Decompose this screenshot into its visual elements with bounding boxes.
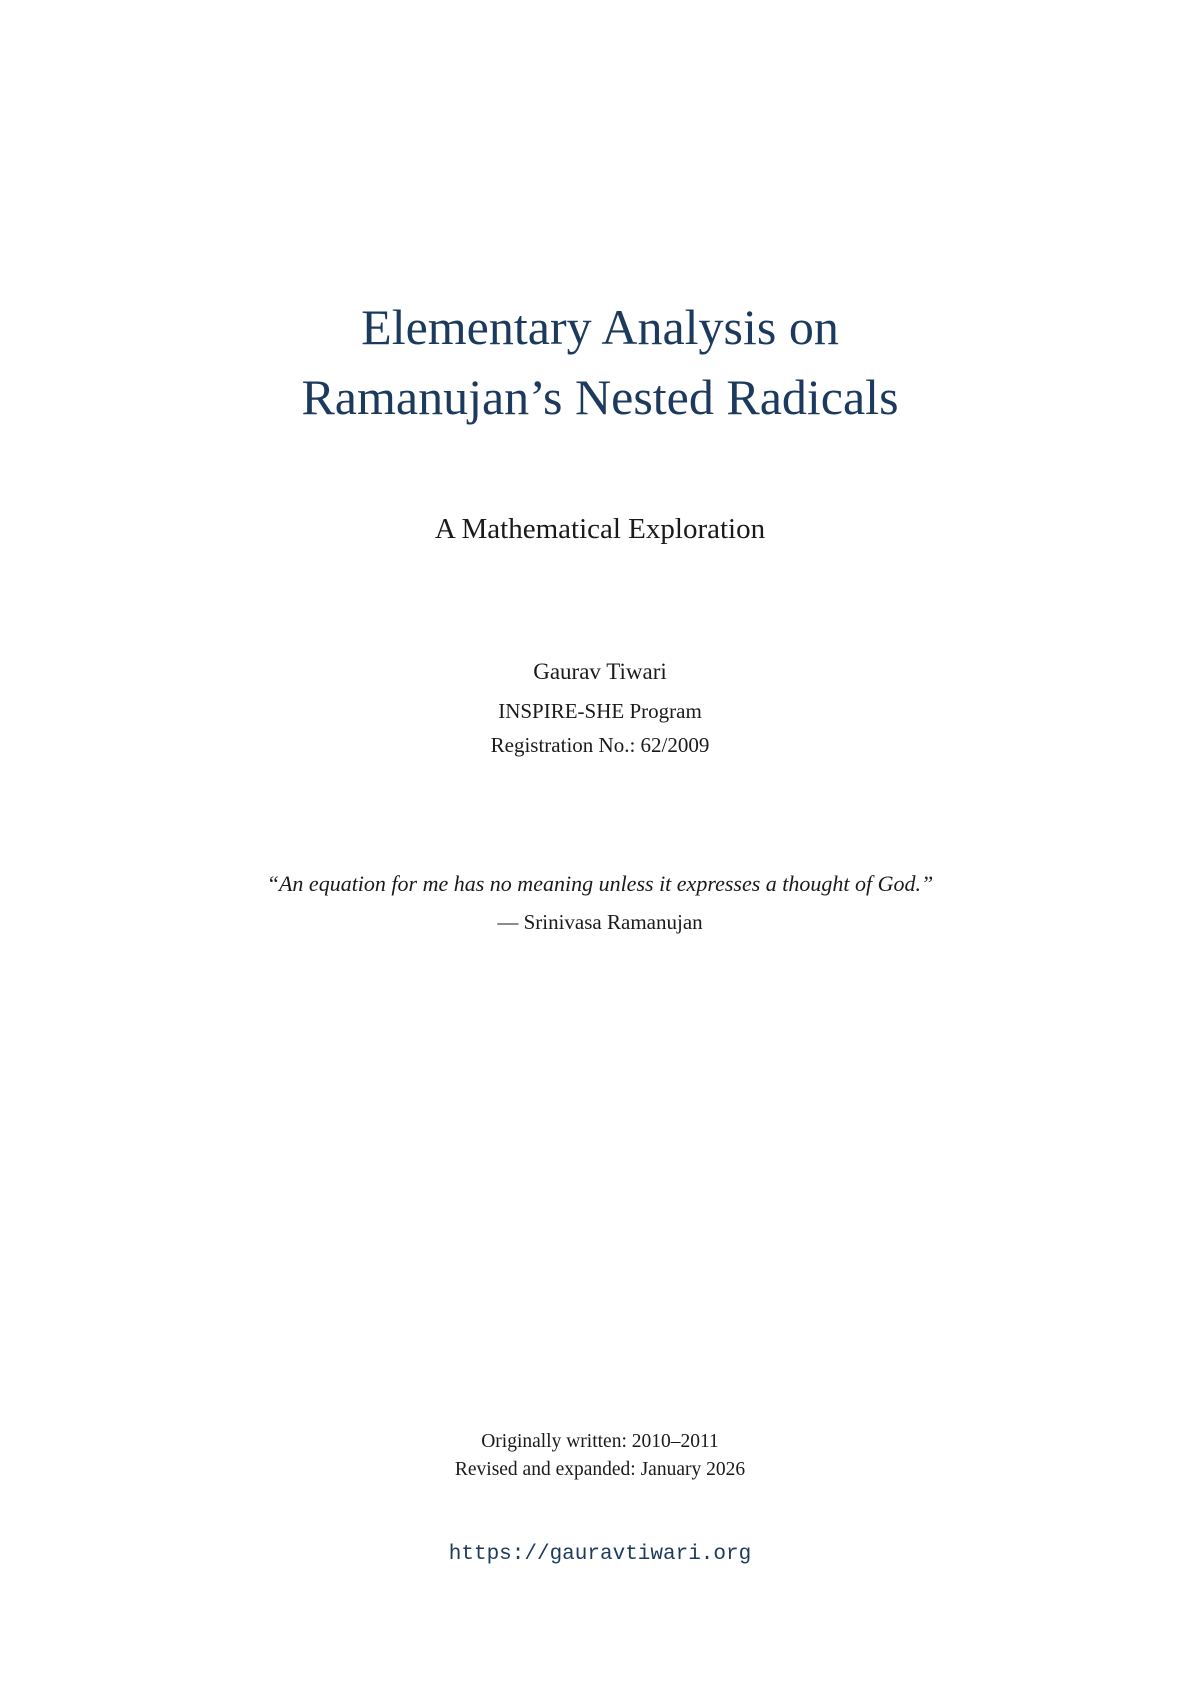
date-originally-written: Originally written: 2010–2011 xyxy=(481,1431,719,1452)
website-link[interactable]: https://gauravtiwari.org xyxy=(448,1543,752,1566)
author-name: Gaurav Tiwari xyxy=(533,659,667,684)
document-title-line-1: Elementary Analysis on xyxy=(361,299,839,355)
date-revised: Revised and expanded: January 2026 xyxy=(454,1459,746,1480)
author-registration: Registration No.: 62/2009 xyxy=(490,733,710,757)
document-title-line-2: Ramanujan’s Nested Radicals xyxy=(301,369,899,425)
epigraph-attribution: — Srinivasa Ramanujan xyxy=(497,910,703,934)
document-subtitle: A Mathematical Exploration xyxy=(434,513,766,545)
epigraph-quote: “An equation for me has no meaning unless it expresses a thought of God.” xyxy=(266,871,934,896)
author-program: INSPIRE-SHE Program xyxy=(498,699,702,723)
